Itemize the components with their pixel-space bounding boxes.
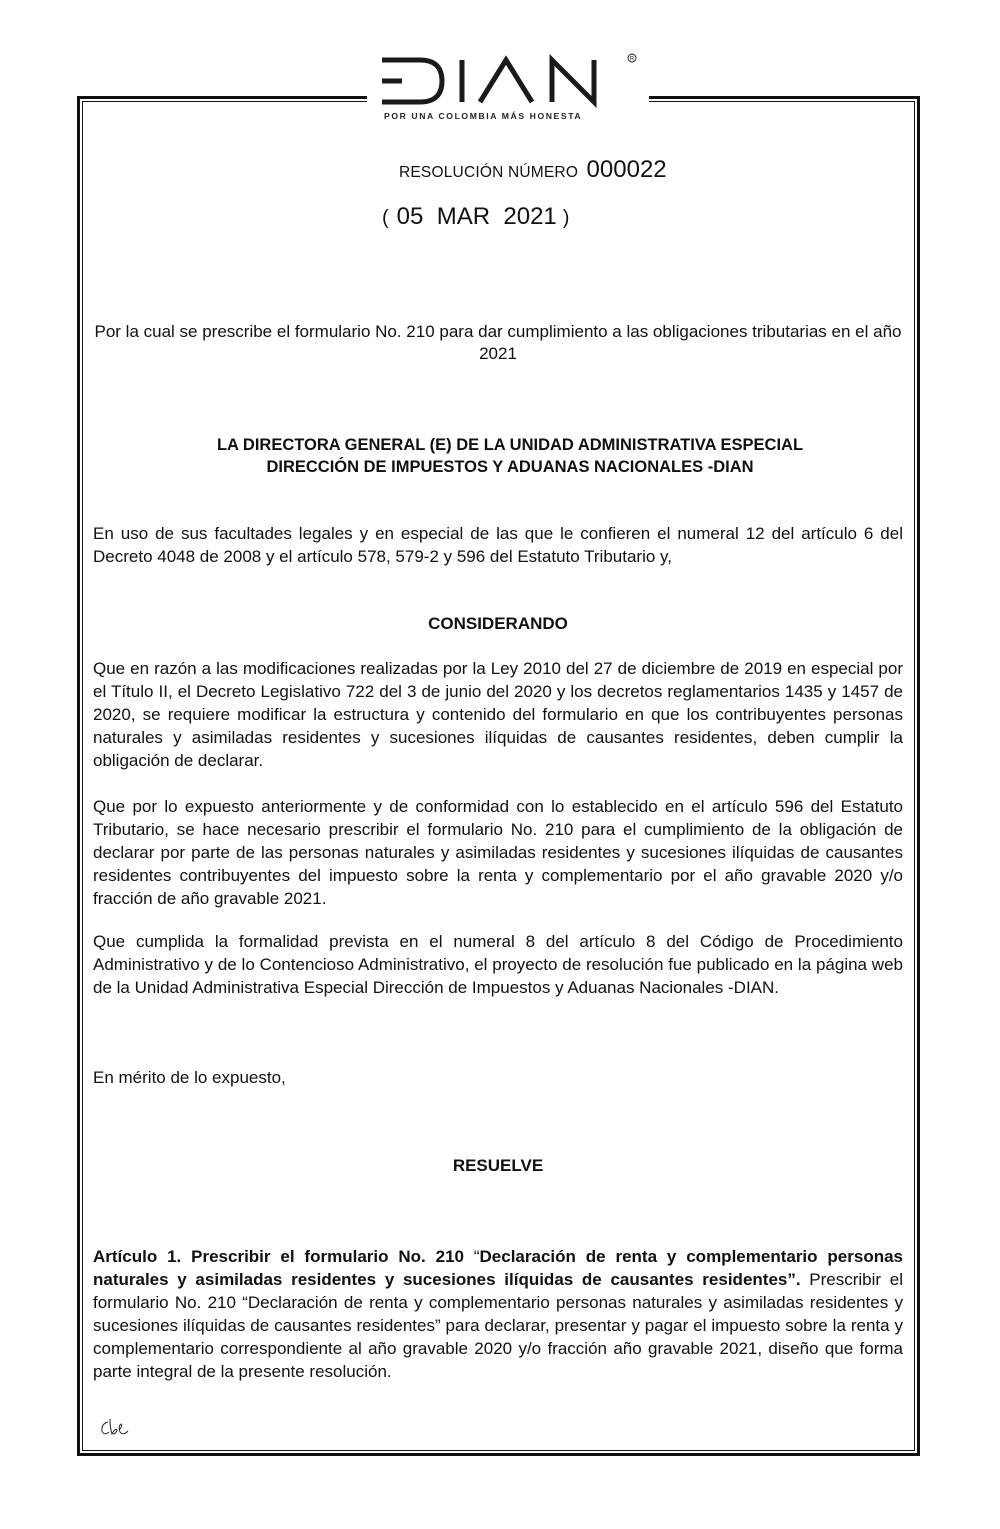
- logo-tagline: POR UNA COLOMBIA MÁS HONESTA: [384, 111, 583, 121]
- merito-paragraph: En mérito de lo expuesto,: [93, 1068, 286, 1087]
- article-1-quote-open: “: [463, 1247, 480, 1266]
- resolution-subject: Por la cual se prescribe el formulario No. 210 para dar cumplimiento a las obligaciones tributarias en el año 2021: [94, 322, 902, 363]
- date-text: 05 MAR 2021: [396, 203, 557, 230]
- article-1-title: Artículo 1. Prescribir el formulario No. 210: [93, 1247, 464, 1266]
- article-1-body: Prescribir el formulario No. 210 “Declaración de renta y complementario personas naturales y asimiladas residentes y sucesiones ilíquidas de causantes residentes” para declarar, presentar y pagar el impuesto sobre la renta y complementario correspondiente al año gravable 2020 y/o fracción año gravable 2021, diseño que forma parte integral de la presente resolución.: [93, 1270, 903, 1382]
- resolution-label: RESOLUCIÓN NÚMERO: [399, 164, 579, 181]
- initials-signature-icon: [99, 1416, 131, 1440]
- legal-basis-paragraph: En uso de sus facultades legales y en especial de las que le confieren el numeral 12 del artículo 6 del Decreto 4048 de 2008 y el artículo 578, 579-2 y 596 del Estatuto Tributario y,: [93, 524, 903, 567]
- authority-line-2: DIRECCIÓN DE IMPUESTOS Y ADUANAS NACIONALES -DIAN: [266, 458, 754, 476]
- resuelve-heading: RESUELVE: [452, 1156, 544, 1175]
- considerando-heading: CONSIDERANDO: [428, 614, 568, 633]
- date-paren-close: ): [562, 207, 570, 229]
- svg-text:R: R: [629, 56, 635, 63]
- date-paren-open: (: [382, 207, 389, 229]
- considerando-paragraph: Que por lo expuesto anteriormente y de conformidad con lo establecido en el artículo 596 del Estatuto Tributario, se hace necesario prescribir el formulario No. 210 para el cumplimiento de la obligación de declarar por parte de las personas naturales y asimiladas residentes y sucesiones ilíquidas de causantes residentes contribuyentes del impuesto sobre la renta y complementario por el año gravable 2020 y/o fracción de año gravable 2021.: [93, 797, 903, 909]
- considerando-paragraph: Que cumplida la formalidad prevista en el numeral 8 del artículo 8 del Código de Procedimiento Administrativo y de lo Contencioso Administrativo, el proyecto de resolución fue publicado en la página web de la Unidad Administrativa Especial Dirección de Impuestos y Aduanas Nacionales -DIAN.: [93, 932, 903, 998]
- considerando-paragraph: Que en razón a las modificaciones realizadas por la Ley 2010 del 27 de diciembre de 2019 en especial por el Título II, el Decreto Legislativo 722 del 3 de junio del 2020 y los decretos reglamentarios 1435 y 1457 de 2020, se requiere modificar la estructura y contenido del formulario en que los contribuyentes personas naturales y asimiladas residentes y sucesiones ilíquidas de causantes residentes, deben cumplir la obligación de declarar.: [93, 659, 903, 771]
- handwritten-initials: [99, 1416, 131, 1440]
- resolution-date: [382, 203, 569, 231]
- resolution-title: [399, 156, 667, 184]
- resolution-number: 000022: [586, 156, 667, 183]
- authority-line-1: LA DIRECTORA GENERAL (E) DE LA UNIDAD ADMINISTRATIVA ESPECIAL: [216, 436, 804, 454]
- dian-logo-mark: [380, 52, 642, 112]
- article-1-form-name: Declaración de renta y complementario personas naturales y asimiladas residentes y sucesiones ilíquidas de causantes residentes”.: [93, 1247, 903, 1290]
- issuing-authority: [93, 434, 927, 478]
- article-1-paragraph: [93, 1245, 903, 1384]
